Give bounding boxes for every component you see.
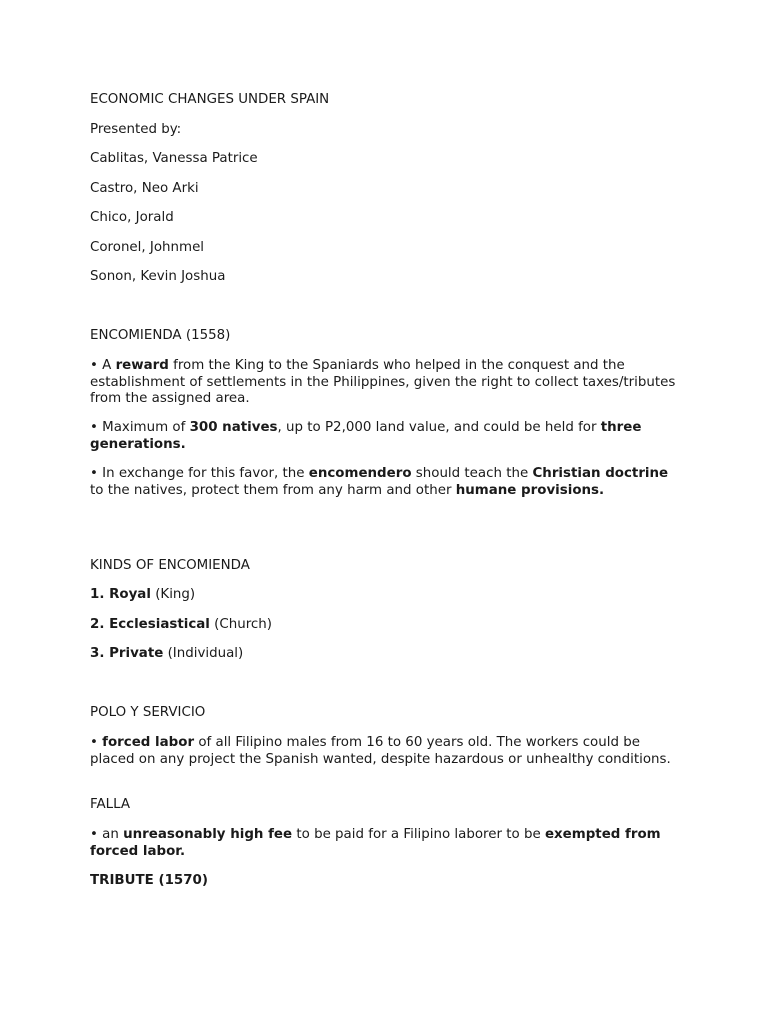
list-item: 1. Royal (King) bbox=[90, 587, 196, 602]
presenter-name: Chico, Jorald bbox=[90, 210, 174, 225]
section-heading-tribute: TRIBUTE (1570) bbox=[90, 873, 208, 888]
section-heading-kinds: KINDS OF ENCOMIENDA bbox=[90, 558, 250, 573]
document-title: ECONOMIC CHANGES UNDER SPAIN bbox=[90, 92, 330, 107]
list-item: 3. Private (Individual) bbox=[90, 646, 244, 661]
presenter-name: Cablitas, Vanessa Patrice bbox=[90, 151, 258, 166]
encomienda-paragraph-2: • Maximum of 300 natives, up to P2,000 land value, and could be held for three generations. bbox=[90, 420, 642, 452]
falla-paragraph: • an unreasonably high fee to be paid for a Filipino laborer to be exempted from forced labor. bbox=[90, 827, 661, 859]
presenter-name: Sonon, Kevin Joshua bbox=[90, 269, 226, 284]
presenter-name: Castro, Neo Arki bbox=[90, 181, 199, 196]
encomienda-paragraph-3: • In exchange for this favor, the encomendero should teach the Christian doctrine to the natives, protect them from any harm and other humane provisions. bbox=[90, 466, 669, 498]
presented-by-label: Presented by: bbox=[90, 122, 182, 137]
list-item: 2. Ecclesiastical (Church) bbox=[90, 617, 272, 632]
polo-paragraph: • forced labor of all Filipino males from 16 to 60 years old. The workers could be placed on any project the Spanish wanted, despite hazardous or unhealthy conditions. bbox=[90, 735, 671, 767]
section-heading-encomienda: ENCOMIENDA (1558) bbox=[90, 328, 231, 343]
section-heading-polo: POLO Y SERVICIO bbox=[90, 705, 206, 720]
encomienda-paragraph-1: • A reward from the King to the Spaniards who helped in the conquest and the establishment of settlements in the Philippines, given the right to collect taxes/tributes from the assigned area. bbox=[90, 358, 676, 406]
section-heading-falla: FALLA bbox=[90, 797, 131, 812]
presenter-name: Coronel, Johnmel bbox=[90, 240, 205, 255]
